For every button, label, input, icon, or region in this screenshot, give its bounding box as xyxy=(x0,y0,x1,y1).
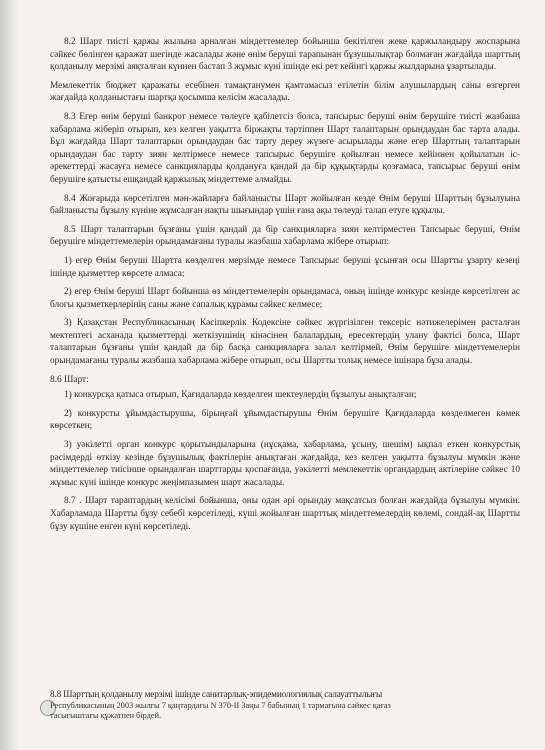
paragraph-8-5-item-3: 3) Қазақстан Республикасының Кәсіпкерлік Кодексіне сәйкес жүргізілген тексеріс нәтижелерімен расталған мектептегі асханада қызметтерді жеткізушінің кінәсінен балалардың, ересектердің улану фактісі болса, Шарт талаптарын бұзғаны үшін қандай да бір басқа санкцияларға залал келтірмей, Өнім берушіге міндеттемелерін орындамағаны туралы жазбаша хабарлама жібере отырып, осы Шартты толық немесе ішінара бұза алады. xyxy=(50,318,520,367)
paragraph-8-7: 8.7 . Шарт тараптардың келісімі бойынша, оны одан әрі орындау мақсатсыз болған жағдайда бұзылуы мүмкін. Хабарламада Шартты бұзу себебі көрсетіледі, күші жойылған шарттық міндеттемелердің көлемі, сондай-ақ Шартты бұзу күшіне енген күні көрсетіледі. xyxy=(50,496,520,532)
paragraph-8-4: 8.4 Жоғарыда көрсетілген мән-жайларға байланысты Шарт жойылған кезде Өнім беруші Шарттың бұзылуына байланысты бұзылу күніне жұмсалған нақты шығындар үшін ғана ақы төлеуді талап етуге құқылы. xyxy=(50,193,520,217)
paragraph-8-6: 8.6 Шарт: xyxy=(50,374,89,385)
paragraph-8-5-item-2: 2) егер Өнім беруші Шарт бойынша өз міндеттемелерін орындамаса, оның ішінде конкурс кезінде көрсетілген ас блогы қызметкерлерінің саны және сапалық құрамы сәйкес келмесе; xyxy=(50,287,520,310)
paragraph-8-2: 8.2 Шарт тиісті қаржы жылына арналған міндеттемелер бойынша бекітілген жеке қаржыландыру жоспарына сәйкес бөлінген қаражат шегінде жасалады және өнім беруші тарапынан бұзушылықтар болмаған жағдайда шарттың қолданылу мерзімі аяқталған күннен бастап 3 жұмыс күні ішінде екі рет кейінгі қаржы жылдарына ұзартылады. xyxy=(50,37,520,73)
footer-line-1: Республикасының 2003 жылғы 7 қаңтардағы N 370-II Заңы 7 бабының 1 тармағына сәйкес қағаз xyxy=(50,700,391,710)
footer-overlap-text: 8.8 Шарттың қолданылу мерзімі ішінде санитарлық-эпидемиологиялық салауаттылығы xyxy=(50,690,383,700)
footer-line-2: тасығыштағы құжатпен бірдей. xyxy=(50,711,162,721)
paragraph-8-3: 8.3 Егер өнім беруші банкрот немесе төлеуге қабілетсіз болса, тапсырыс беруші өнім берушіге тиісті жазбаша хабарлама жіберіп отырып, кез келген уақытта біржақты тәртіппен Шарт талаптарын орындаудан бас тарта алады. Бұл жағдайда Шарт талаптарын орындаудан бас тарту дереу жүзеге асырылады және егер Шарттың талаптарын орындаудан бас тарту зиян келтірмесе немесе тапсырыс берушіге қойылған немесе кейіннен қойылатын іс-әрекеттерді жасауға немесе санкцияларды қолдануға қандай да бір құқықтарды қозғамаса, тапсырыс беруші өнім берушіге қатысты ешқандай қаржылық міндеттеме алмайды. xyxy=(50,111,520,185)
paragraph-8-2-budget: Мемлекеттік бюджет қаражаты есебінен тамақтанумен қамтамасыз етілетін білім алушылардың саны өзгерген жағдайда қолданыстағы шартқа қосымша келісім жасалады. xyxy=(50,80,520,104)
scan-shadow xyxy=(0,0,18,750)
contract-text xyxy=(50,36,520,539)
paragraph-8-5: 8.5 Шарт талаптарын бұзғаны үшін қандай да бір санкцияларға зиян келтірместен Тапсырыс беруші, Өнім берушіге міндеттемелерін орындамағаны туралы жазбаша хабарлама жібере отырып: xyxy=(50,224,520,248)
paragraph-8-6-item-3: 3) уәкілетті орган конкурс қорытындыларына (нұсқама, хабарлама, ұсыну, шешім) ықпал еткен конкурстық рәсімдерді өткізу кезінде бұзушылық фактілерін анықтаған жағдайда, кез келген уақытта бұзылуы мүмкін және міндеттемелер тиісінше орындалған шарттарды қоспағанда, уәкілетті мемлекеттік органдардың актілеріне сәйкес 10 жұмыс күні ішінде конкурс жеңімпазымен шарт жасалады. xyxy=(50,440,520,488)
paragraph-8-5-item-1: 1) егер Өнім беруші Шартта көзделген мерзімде немесе Тапсырыс беруші ұсынған осы Шартты ұзарту кезеңі ішінде қызметтер көрсете алмаса; xyxy=(50,255,520,279)
paragraph-8-6-item-2: 2) конкурсты ұйымдастырушы, бірыңғай ұйымдастырушы Өнім берушіге Қағидаларда көзделмеген көмек көрсеткен; xyxy=(50,408,520,432)
document-footer xyxy=(50,690,520,722)
paragraph-8-6-item-1: 1) конкурсқа қатыса отырып, Қағидаларда көзделген шектеулердің бұзылуы анықталған; xyxy=(64,390,417,401)
